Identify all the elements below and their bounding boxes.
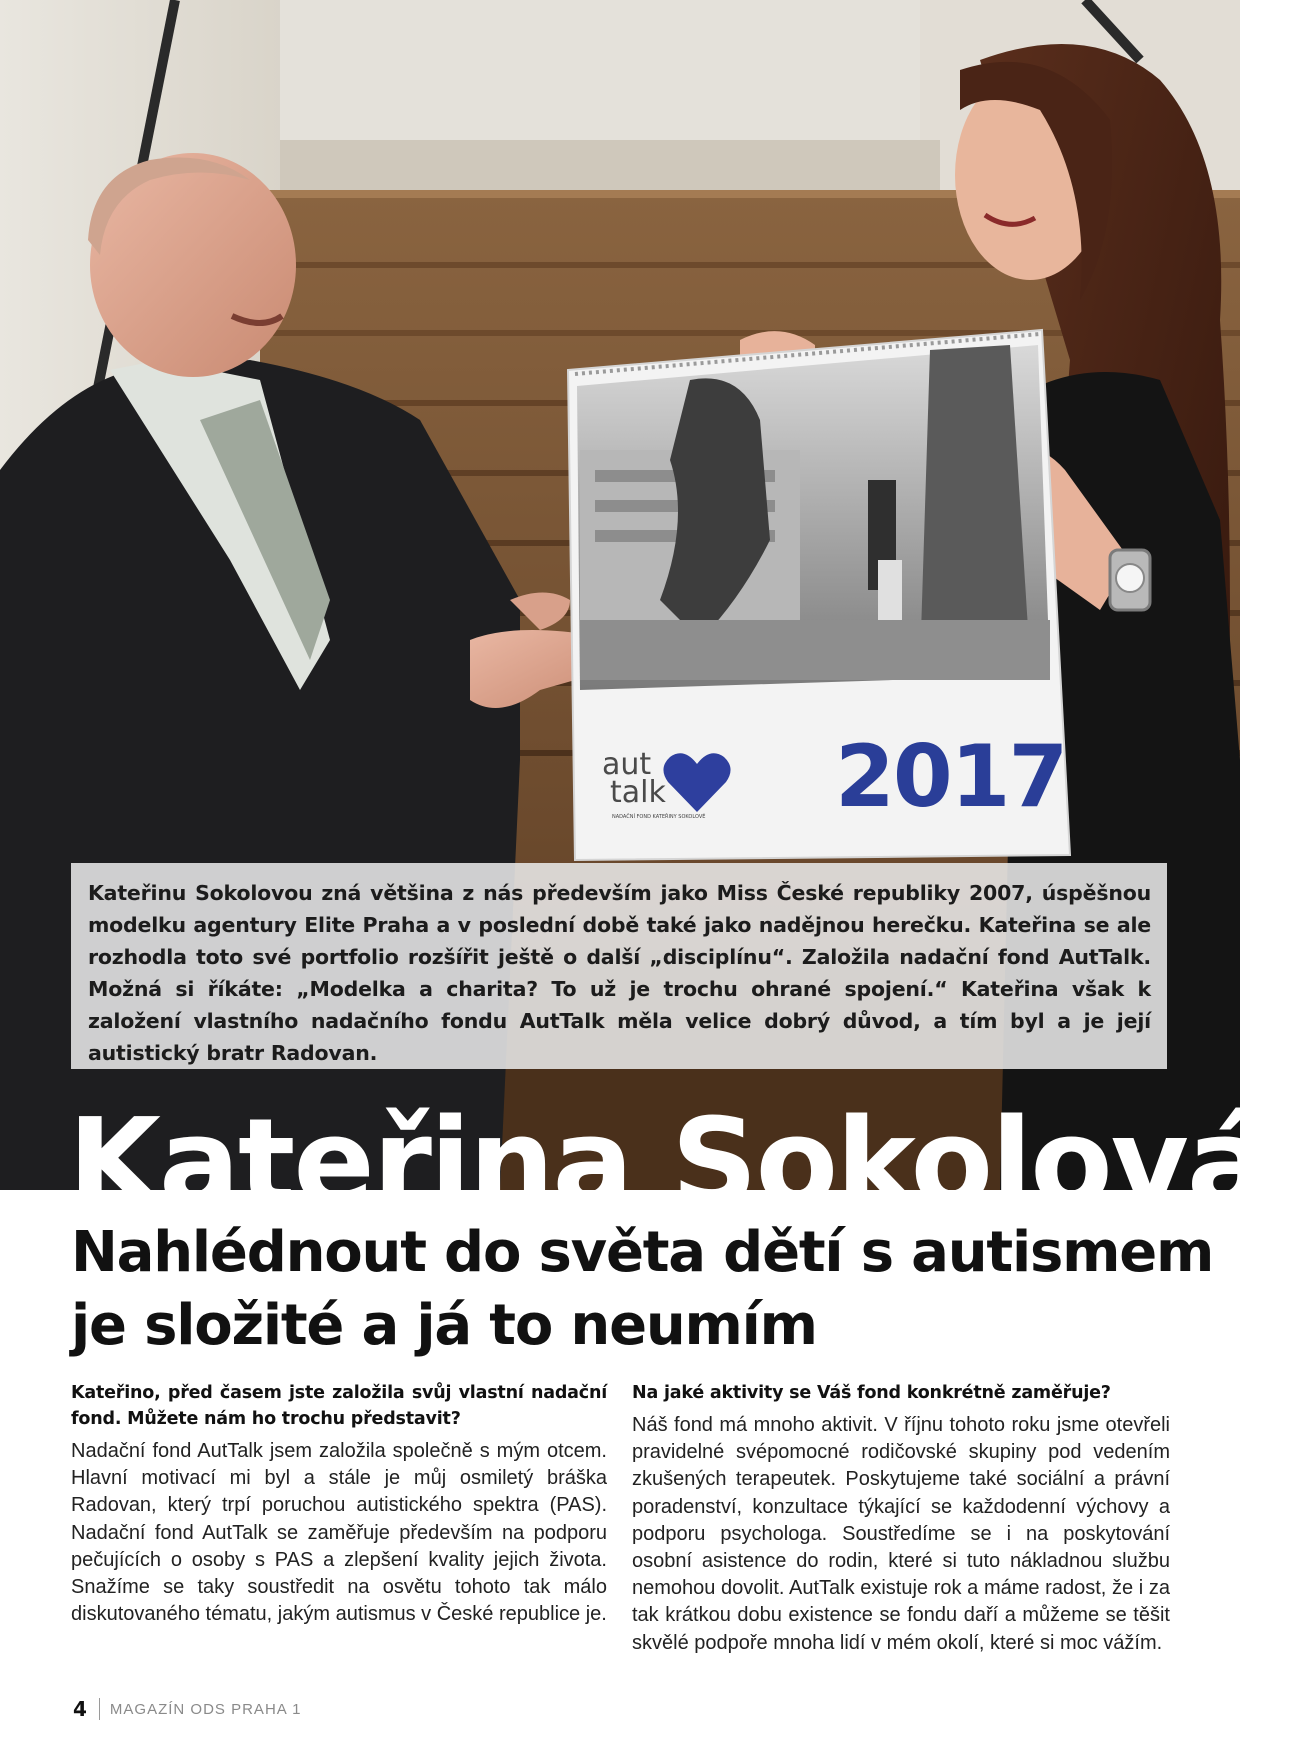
- answer-2: Náš fond má mnoho aktivit. V říjnu tohoto roku jsme otevřeli pravidelné svépomocné rodičovské skupiny pod vedením zkušených terapeutek. Poskytujeme také sociální a právní poradenství, konzultace týkající se každodenní výchovy a podporu psychologa. Soustředíme se i na poskytování osobní asistence do rodin, které si tuto nákladnou službu nemohou dovolit. AutTalk existuje rok a máme radost, že i za tak krátkou dobu existence se fondu daří a můžeme se těšit skvělé podpoře mnoha lidí v mém okolí, které si moc vážím.: [632, 1414, 1170, 1654]
- lead-paragraph: Kateřinu Sokolovou zná většina z nás především jako Miss České republiky 2007, úspěšnou modelku agentury Elite Praha a v poslední době také jako nadějnou herečku. Kateřina se ale rozhodla toto své portfolio rozšířit ještě o další „disciplínu“. Založila nadační fond AutTalk. Možná si říkáte: „Modelka a charita? To už je trochu ohrané spojení.“ Kateřina však k založení vlastního nadačního fondu AutTalk měla velice dobrý důvod, a tím byl a je její autistický bratr Radovan.: [71, 863, 1167, 1069]
- question-1: Kateřino, před časem jste založila svůj vlastní nadační fond. Můžete nám ho trochu představit?: [71, 1383, 607, 1429]
- headline-text: Kateřina Sokolová:: [68, 1094, 1312, 1233]
- calendar-logo-tagline: NADAČNÍ FOND KATEŘINY SOKOLOVÉ: [612, 814, 706, 820]
- heart-icon: [662, 750, 732, 814]
- question-2: Na jaké aktivity se Váš fond konkrétně zaměřuje?: [632, 1383, 1111, 1403]
- calendar-logo-bottom: talk: [610, 775, 666, 810]
- column-left: [71, 1380, 607, 1628]
- subheadline: [71, 1216, 1214, 1362]
- footer-divider: [99, 1698, 100, 1720]
- subheadline-line-2: je složité a já to neumím: [71, 1293, 817, 1358]
- page-number: 4: [73, 1697, 87, 1721]
- subheadline-line-1: Nahlédnout do světa dětí s autismem: [71, 1220, 1214, 1285]
- answer-1: Nadační fond AutTalk jsem založila společně s mým otcem. Hlavní motivací mi byl a stále je můj osmiletý bráška Radovan, který trpí poruchou autistického spektra (PAS). Nadační fond AutTalk se zaměřuje především na podporu pečujících o osoby s PAS a zlepšení kvality jejich života. Snažíme se taky soustředit na osvětu tohoto tak málo diskutovaného tématu, jakým autismus v České republice je.: [71, 1440, 607, 1626]
- calendar-year: 2017: [835, 727, 1067, 827]
- headline: [62, 1088, 1312, 1233]
- calendar-logo: [598, 747, 748, 830]
- calendar-logo-top: aut: [602, 747, 652, 782]
- column-right: [632, 1380, 1170, 1657]
- magazine-name: MAGAZÍN ODS PRAHA 1: [109, 1700, 302, 1718]
- page-footer: [73, 1694, 301, 1724]
